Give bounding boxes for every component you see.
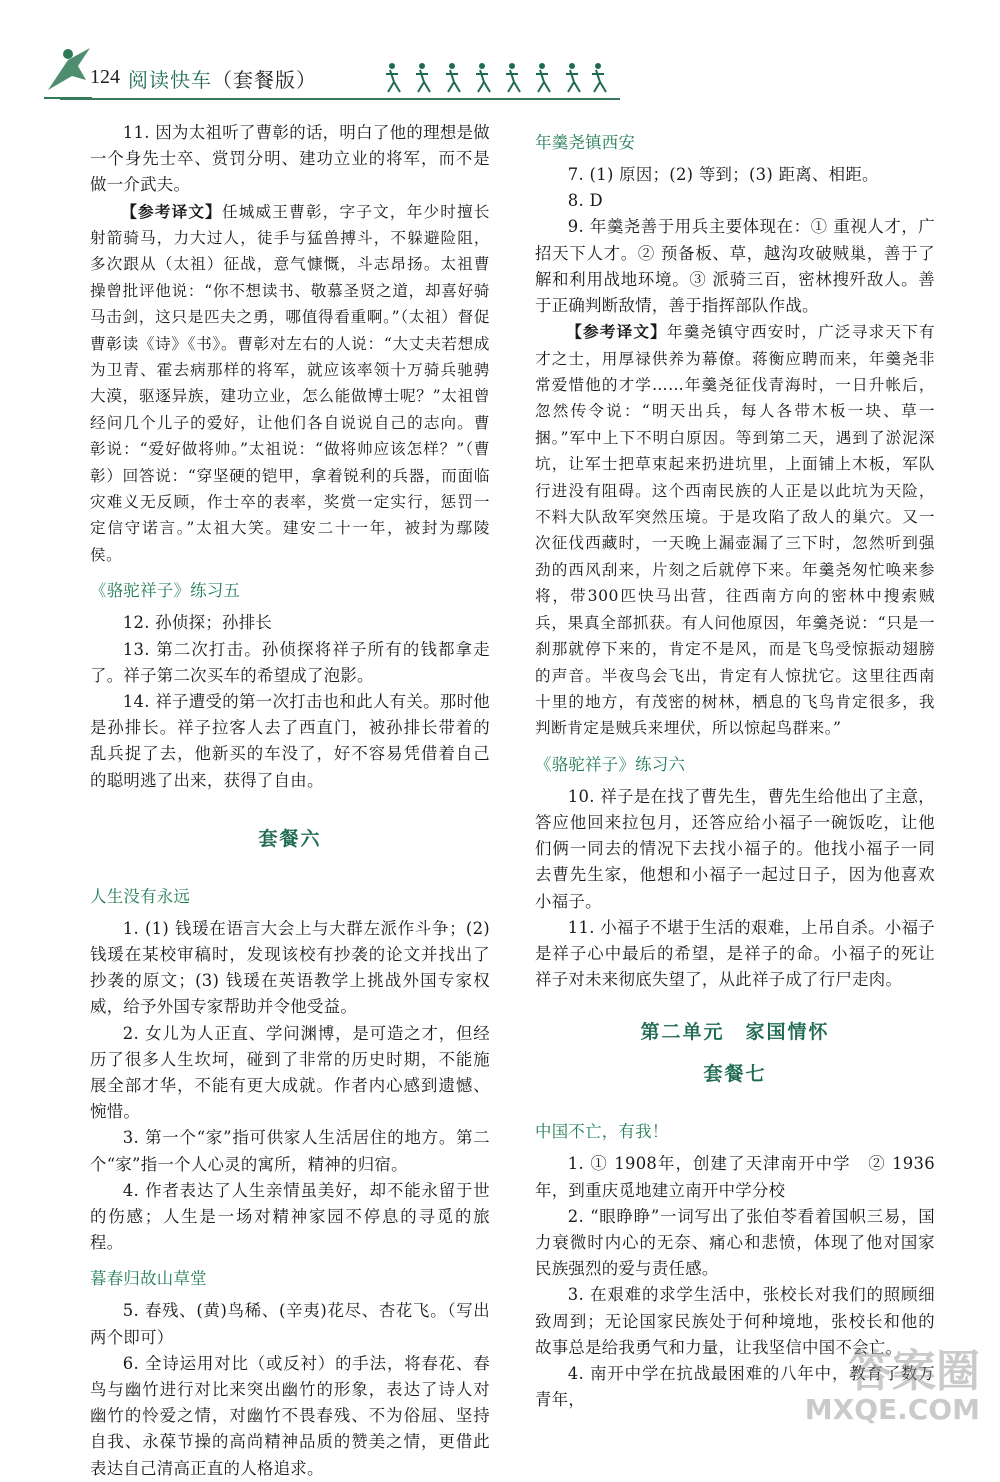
answer-4: 4. 作者表达了人生亲情虽美好，却不能永留于世的伤感；人生是一场对精神家园不停息的寻觅的旅程。 — [90, 1180, 490, 1253]
answer-11: 11. 因为太祖听了曹彰的话，明白了他的理想是做一个身先士卒、赏罚分明、建功立业的将军，而不是做一介武夫。 — [90, 123, 490, 195]
answer-3: 3. 第一个“家”指可供家人生活居住的地方。第二个“家”指一个人心灵的寓所，精神的归宿。 — [90, 1128, 490, 1174]
section-heading: 中国不亡，有我！ — [535, 1122, 669, 1142]
answer-13: 13. 第二次打击。孙侦探将祥子所有的钱都拿走了。祥子第二次买车的希望成了泡影。 — [90, 639, 490, 685]
left-column — [90, 120, 490, 1482]
answer-5: 5. 春残、(黄)鸟稀、(辛夷)花尽、杏花飞。（写出两个即可） — [90, 1301, 490, 1347]
reference-translation-1 — [90, 199, 490, 569]
answer-6: 6. 全诗运用对比（或反衬）的手法，将春花、春鸟与幽竹进行对比来突出幽竹的形象，表达了诗人对幽竹的怜爱之情，对幽竹不畏春残、不为俗屈、坚持自我、永葆节操的高尚精神品质的赞美之情，更借此表达自己清高正直的人格追求。 — [90, 1353, 490, 1478]
runner-logo-icon — [38, 40, 98, 104]
book-title — [128, 64, 317, 93]
section-heading: 人生没有永远 — [90, 886, 191, 906]
right-column — [535, 120, 935, 1413]
answer-2: 2. 女儿为人正直、学问渊博，是可造之才，但经历了很多人生坎坷，碰到了非常的历史时期，不能施展全部才华，不能有更大成就。作者内心感到遗憾、惋惜。 — [90, 1023, 490, 1122]
runners-decoration-icon — [380, 58, 610, 98]
answer-11b: 11. 小福子不堪于生活的艰难，上吊自杀。小福子是祥子心中最后的希望，是祥子的命。小福子的死让祥子对未来彻底失望了，从此祥子成了行尸走肉。 — [535, 917, 935, 990]
section-heading: 《骆驼祥子》练习六 — [535, 754, 686, 774]
answer-12: 12. 孙侦探；孙排长 — [122, 613, 273, 633]
answer-c2: 2. “眼睁睁”一词写出了张伯苓看着国帜三易，国力衰微时内心的无奈、痛心和悲愤，体现了他对国家民族强烈的爱与责任感。 — [535, 1206, 935, 1279]
reference-label: 【参考译文】 — [121, 201, 222, 221]
answer-8: 8. D — [567, 191, 603, 211]
book-title-text: 阅读快车 — [128, 68, 212, 92]
answer-7: 7. (1) 原因；(2) 等到；(3) 距离、相距。 — [567, 165, 879, 184]
answer-c1: 1. ① 1908年，创建了天津南开中学 ② 1936年，到重庆觅地建立南开中学分校 — [535, 1154, 935, 1200]
section-heading: 《骆驼祥子》练习五 — [90, 581, 241, 601]
set-title-7: 套餐七 — [703, 1063, 767, 1086]
reference-translation-2 — [535, 319, 935, 742]
reference-label: 【参考译文】 — [566, 322, 667, 342]
answer-c4: 4. 南开中学在抗战最困难的八年中，教育了数万青年， — [535, 1363, 935, 1410]
watermark-url: MXQE.COM — [804, 1393, 980, 1426]
page-header — [0, 0, 1000, 110]
answer-14: 14. 祥子遭受的第一次打击也和此人有关。那时他是孙排长。祥子拉客人去了西直门，被孙排长带着的乱兵捉了去，他新买的车没了，好不容易凭借着自己的聪明逃了出来，获得了自由。 — [90, 691, 490, 790]
answer-1: 1. (1) 钱瑗在语言大会上与大群左派作斗争；(2) 钱瑗在某校审稿时，发现该校有抄袭的论文并找出了抄袭的原文；(3) 钱瑗在英语教学上挑战外国专家权威，给予外国专家帮助并令他受益。 — [90, 918, 490, 1017]
section-heading: 年羹尧镇西安 — [535, 133, 636, 152]
reference-text: 年羹尧镇守西安时，广泛寻求天下有才之士，用厚禄供养为幕僚。蒋衡应聘而来，年羹尧非常爱惜他的才学……年羹尧征伐青海时，一日升帐后，忽然传令说：“明天出兵，每人各带木板一块、草一捆。”军中上下不明白原因。等到第二天，遇到了淤泥深坑，让军士把草束起来扔进坑里，上面铺上木板，军队行进没有阻碍。这个西南民族的人正是以此坑为天险，不料大队敌军突然压境。于是攻陷了敌人的巢穴。又一次征伐西藏时，一天晚上漏壶漏了三下时，忽然听到强劲的西风刮来，片刻之后就停下来。年羹尧匆忙唤来参将，带300匹快马出营，往西南方向的密林中搜索贼兵，果真全部抓获。有人问他原因，年羹尧说：“只是一刹那就停下来的，肯定不是风，而是飞鸟受惊振动翅膀的声音。半夜鸟会飞出，肯定有人惊扰它。这里往西南十里的地方，有茂密的树林，栖息的飞鸟肯定很多，我判断肯定是贼兵来埋伏，所以惊起鸟群来。” — [535, 323, 935, 738]
answer-9: 9. 年羹尧善于用兵主要体现在：① 重视人才，广招天下人才。② 预备板、草，越沟攻破贼巢，善于了解和利用战地环境。③ 派骑三百，密林搜歼敌人。善于正确判断敌情，善于指挥部队作战。 — [535, 217, 935, 316]
section-heading: 暮春归故山草堂 — [90, 1269, 207, 1289]
page-number: 124 — [90, 66, 120, 88]
answer-10: 10. 祥子是在找了曹先生，曹先生给他出了主意，答应他回来拉包月，还答应给小福子一碗饭吃，让他们俩一同去的情况下去找小福子的。他找小福子一同去曹先生家，他想和小福子一起过日子，因为他喜欢小福子。 — [535, 786, 935, 911]
book-edition: （套餐版） — [212, 68, 317, 92]
reference-text: 任城威王曹彰，字子文，年少时擅长射箭骑马，力大过人，徒手与猛兽搏斗，不躲避险阻，多次跟从（太祖）征战，意气慷慨，斗志昂扬。太祖曹操曾批评他说：“你不想读书、敬慕圣贤之道，却喜好骑马击剑，这只是匹夫之勇，哪值得看重啊。”（太祖）督促曹彰读《诗》《书》。曹彰对左右的人说：“大丈夫若想成为卫青、霍去病那样的将军，就应该率领十万骑兵驰骋大漠，驱逐异族，建功立业，怎么能做博士呢？”太祖曾经问几个儿子的爱好，让他们各自说说自己的志向。曹彰说：“爱好做将帅。”太祖说：“做将帅应该怎样？”（曹彰）回答说：“穿坚硬的铠甲，拿着锐利的兵器，而面临灾难义无反顾，作士卒的表率，奖赏一定实行，惩罚一定信守诺言。”太祖大笑。建安二十一年，被封为鄢陵侯。 — [90, 202, 490, 564]
set-title-6: 套餐六 — [258, 827, 322, 850]
watermark-text: 答案圈 — [848, 1346, 980, 1397]
watermark-logo — [804, 1346, 980, 1426]
header-divider — [60, 98, 620, 100]
unit-title: 第二单元 家国情怀 — [640, 1021, 830, 1044]
answer-c3: 3. 在艰难的求学生活中，张校长对我们的照顾细致周到；无论国家民族处于何种境地，张校长和他的故事总是给我勇气和力量，让我坚信中国不会亡。 — [535, 1285, 935, 1357]
